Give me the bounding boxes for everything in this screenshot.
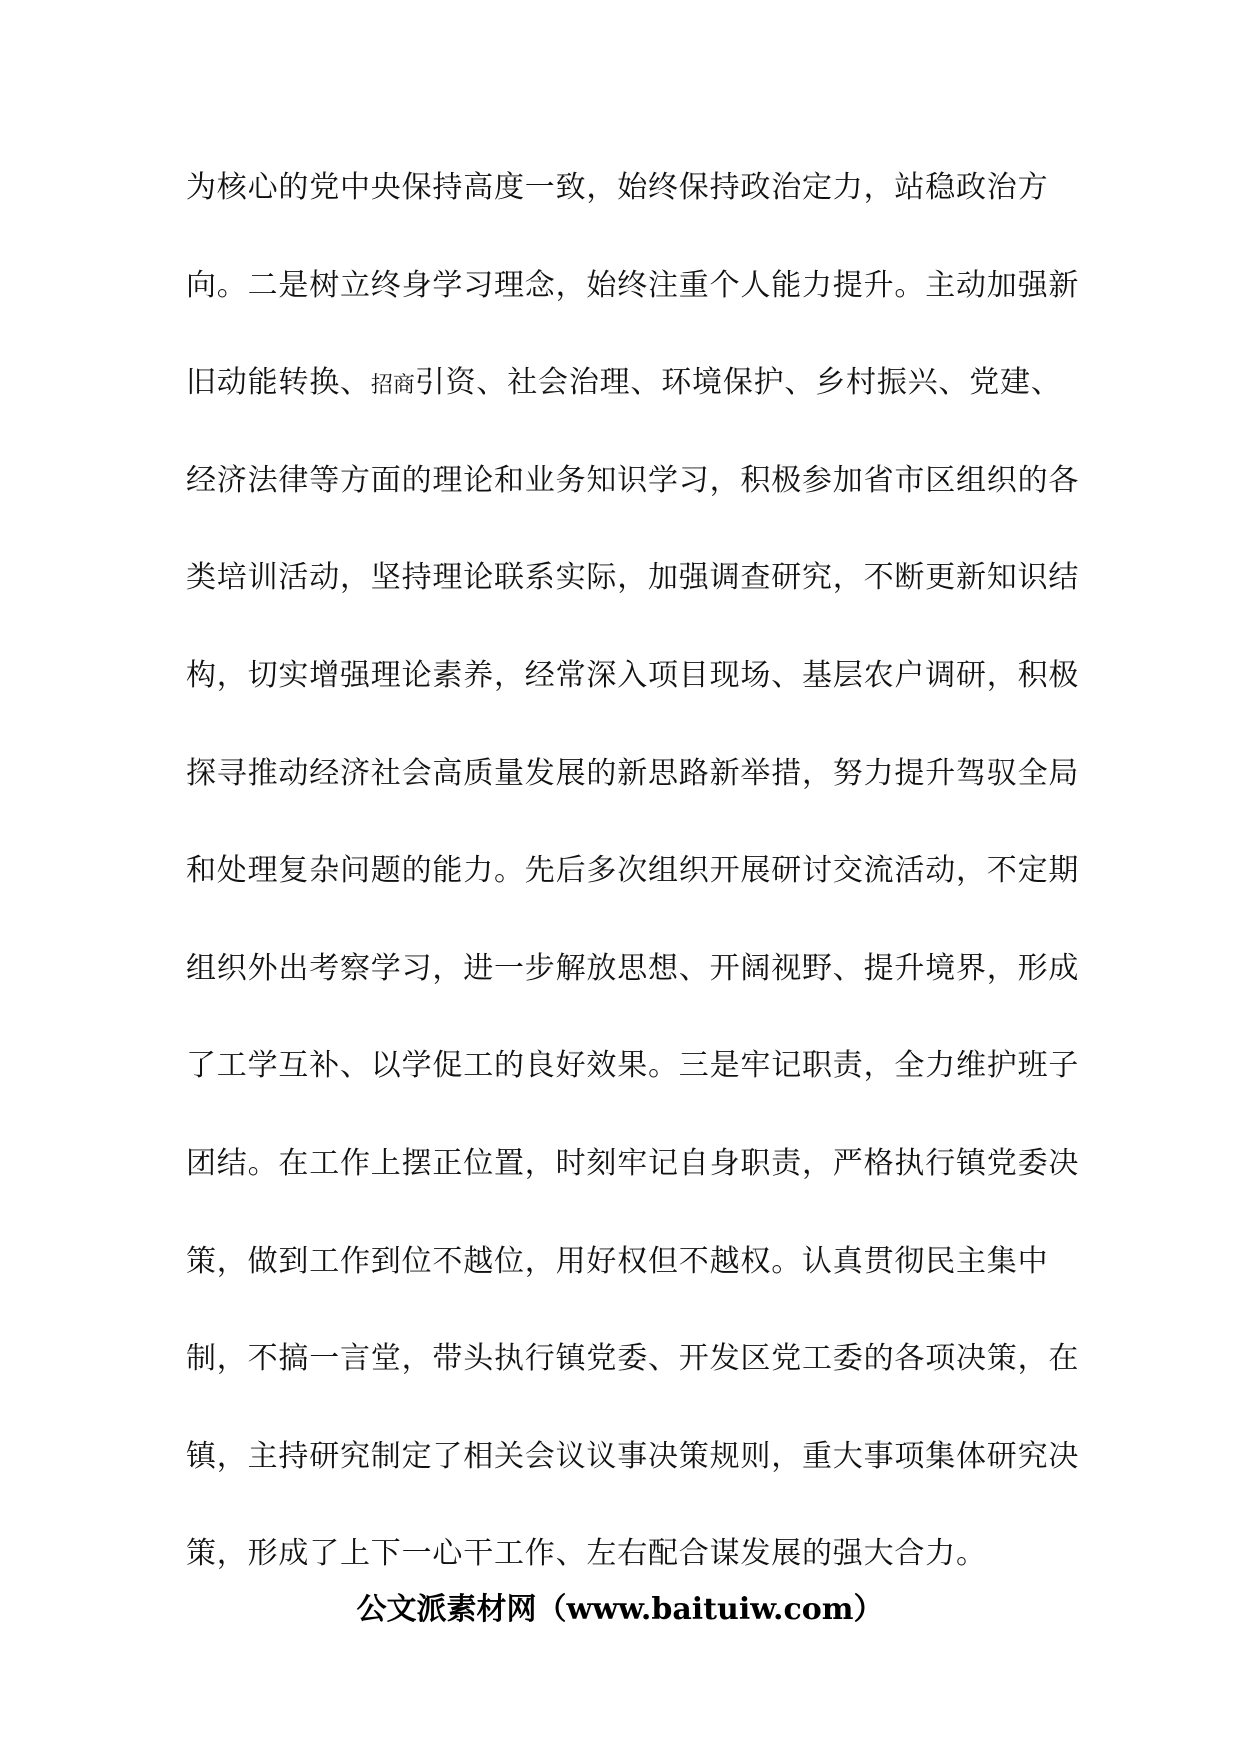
text-line: 镇，主持研究制定了相关会议议事决策规则，重大事项集体研究决 bbox=[186, 1438, 1080, 1474]
text-line: 制，不搞一言堂，带头执行镇党委、开发区党工委的各项决策，在 bbox=[186, 1341, 1080, 1377]
text-line: 经济法律等方面的理论和业务知识学习，积极参加省市区组织的各 bbox=[186, 462, 1080, 498]
text-segment: 旧动能转换、 bbox=[186, 365, 371, 401]
text-line: 构，切实增强理论素养，经常深入项目现场、基层农户调研，积极 bbox=[186, 657, 1080, 693]
body-text bbox=[186, 150, 1080, 1614]
text-line: 探寻推动经济社会高质量发展的新思路新举措，努力提升驾驭全局 bbox=[186, 755, 1080, 791]
source-footer: 公文派素材网（www.baituiw.com） bbox=[356, 1592, 884, 1627]
text-line: 为核心的党中央保持高度一致，始终保持政治定力，站稳政治方 bbox=[186, 170, 1049, 205]
text-line: 组织外出考察学习，进一步解放思想、开阔视野、提升境界，形成 bbox=[186, 950, 1080, 986]
text-line: 向。二是树立终身学习理念，始终注重个人能力提升。主动加强新 bbox=[186, 267, 1080, 303]
text-line: 团结。在工作上摆正位置，时刻牢记自身职责，严格执行镇党委决 bbox=[186, 1145, 1080, 1181]
text-segment: 引资、社会治理、环境保护、乡村振兴、党建、 bbox=[414, 365, 1062, 401]
text-line: 策，做到工作到位不越位，用好权但不越权。认真贯彻民主集中 bbox=[186, 1243, 1049, 1279]
text-line: 和处理复杂问题的能力。先后多次组织开展研讨交流活动，不定期 bbox=[186, 853, 1080, 889]
text-segment-small: 招商 bbox=[370, 373, 415, 399]
text-line: 类培训活动，坚持理论联系实际，加强调查研究，不断更新知识结 bbox=[186, 560, 1080, 596]
text-line: 了工学互补、以学促工的良好效果。三是牢记职责，全力维护班子 bbox=[186, 1048, 1080, 1084]
text-line bbox=[186, 345, 1066, 443]
text-line: 策，形成了上下一心干工作、左右配合谋发展的强大合力。 bbox=[186, 1536, 987, 1572]
